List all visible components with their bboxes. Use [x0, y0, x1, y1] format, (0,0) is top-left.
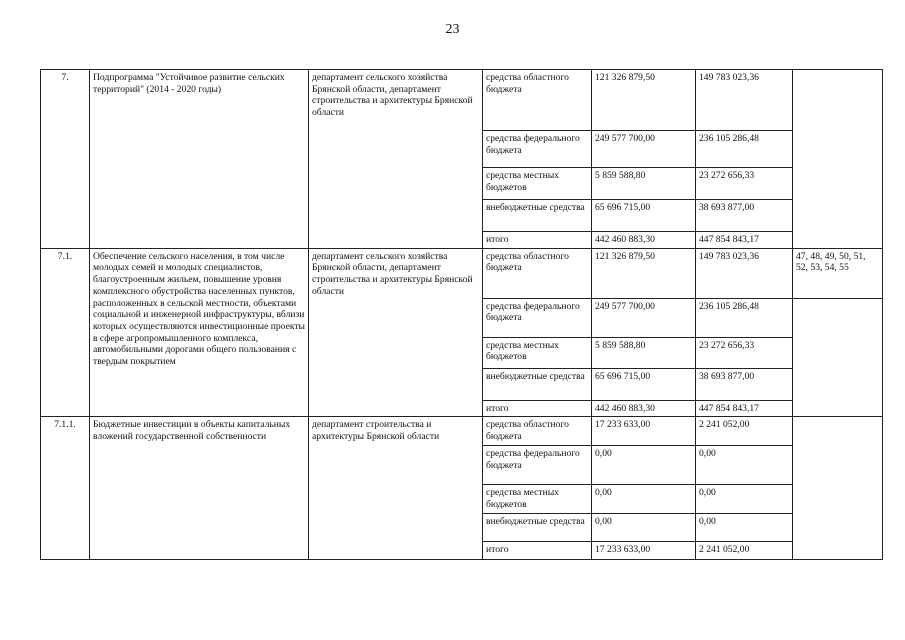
funding-source: итого: [483, 541, 592, 559]
funding-source: средства областного бюджета: [483, 248, 592, 298]
amount-col1: 121 326 879,50: [592, 70, 696, 131]
funding-source: средства местных бюджетов: [483, 485, 592, 513]
amount-col2: 236 105 286,48: [696, 131, 793, 168]
section-number: 7.: [41, 70, 90, 249]
amount-col2: 149 783 023,36: [696, 70, 793, 131]
section-name: Обеспечение сельского населения, в том числе молодых семей и молодых специалистов, благоустроенным жильем, повышение уровня комплексного обустройства населенных пунктов, расположенных в сельской местности, объектами социальной и инженерной инфраструктуры, вблизи которых осуществляются инвестиционные проекты в сфере агропромышленного комплекса, автомобильными дорогами общего пользования с твердым покрытием: [90, 248, 309, 417]
amount-col1: 17 233 633,00: [592, 417, 696, 446]
amount-col1: 65 696 715,00: [592, 200, 696, 232]
amount-col1: 0,00: [592, 446, 696, 485]
amount-col2: 2 241 052,00: [696, 541, 793, 559]
table-row: [41, 248, 883, 298]
amount-col1: 442 460 883,30: [592, 400, 696, 417]
amount-col1: 5 859 588,80: [592, 168, 696, 200]
funding-source: итого: [483, 400, 592, 417]
section-executor: департамент сельского хозяйства Брянской области, департамент строительства и архитектуры Брянской области: [309, 70, 483, 249]
section-name: Бюджетные инвестиции в объекты капитальных вложений государственной собственности: [90, 417, 309, 559]
amount-col2: 0,00: [696, 513, 793, 541]
funding-source: средства федерального бюджета: [483, 298, 592, 337]
amount-col1: 0,00: [592, 485, 696, 513]
indicator-numbers: [793, 417, 883, 559]
amount-col1: 121 326 879,50: [592, 248, 696, 298]
section-name: Подпрограмма "Устойчивое развитие сельских территорий" (2014 - 2020 годы): [90, 70, 309, 249]
amount-col1: 65 696 715,00: [592, 368, 696, 400]
amount-col2: 38 693 877,00: [696, 368, 793, 400]
funding-source: средства областного бюджета: [483, 70, 592, 131]
amount-col2: 0,00: [696, 446, 793, 485]
funding-source: итого: [483, 232, 592, 249]
section-number: 7.1.: [41, 248, 90, 417]
funding-source: средства федерального бюджета: [483, 446, 592, 485]
indicator-empty: [793, 298, 883, 417]
page-number: 23: [445, 22, 460, 37]
funding-source: внебюджетные средства: [483, 513, 592, 541]
amount-col2: 149 783 023,36: [696, 248, 793, 298]
section-number: 7.1.1.: [41, 417, 90, 559]
amount-col1: 5 859 588,80: [592, 337, 696, 368]
amount-col1: 249 577 700,00: [592, 131, 696, 168]
funding-source: средства областного бюджета: [483, 417, 592, 446]
funding-source: средства федерального бюджета: [483, 131, 592, 168]
amount-col2: 23 272 656,33: [696, 337, 793, 368]
amount-col2: 38 693 877,00: [696, 200, 793, 232]
indicator-numbers: 47, 48, 49, 50, 51, 52, 53, 54, 55: [793, 248, 883, 298]
funding-source: внебюджетные средства: [483, 200, 592, 232]
amount-col2: 2 241 052,00: [696, 417, 793, 446]
table-row: [41, 70, 883, 131]
indicator-numbers: [793, 70, 883, 249]
section-executor: департамент строительства и архитектуры Брянской области: [309, 417, 483, 559]
amount-col2: 447 854 843,17: [696, 400, 793, 417]
funding-source: внебюджетные средства: [483, 368, 592, 400]
amount-col2: 236 105 286,48: [696, 298, 793, 337]
funding-table: [40, 69, 883, 560]
amount-col1: 249 577 700,00: [592, 298, 696, 337]
amount-col2: 23 272 656,33: [696, 168, 793, 200]
funding-source: средства местных бюджетов: [483, 337, 592, 368]
amount-col1: 0,00: [592, 513, 696, 541]
amount-col1: 17 233 633,00: [592, 541, 696, 559]
funding-source: средства местных бюджетов: [483, 168, 592, 200]
amount-col2: 0,00: [696, 485, 793, 513]
table-row: [41, 417, 883, 446]
amount-col2: 447 854 843,17: [696, 232, 793, 249]
section-executor: департамент сельского хозяйства Брянской области, департамент строительства и архитектуры Брянской области: [309, 248, 483, 417]
amount-col1: 442 460 883,30: [592, 232, 696, 249]
